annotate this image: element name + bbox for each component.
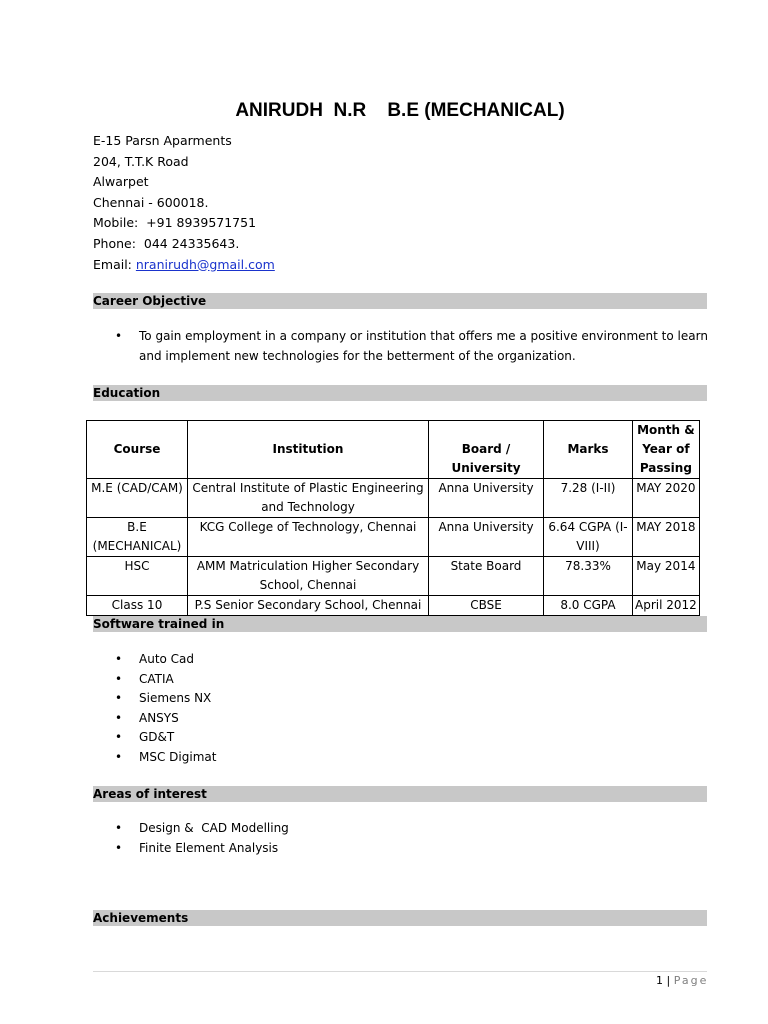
email-row xyxy=(93,255,275,276)
list-item xyxy=(93,689,216,709)
table-row xyxy=(87,596,700,616)
bullet-icon: • xyxy=(115,730,123,744)
list-item xyxy=(93,748,216,768)
cell-board: Anna University xyxy=(429,479,544,518)
page-separator: | xyxy=(663,974,674,987)
cell-institution: P.S Senior Secondary School, Chennai xyxy=(188,596,429,616)
mobile-number: Mobile: +91 8939571751 xyxy=(93,215,257,231)
cell-marks: 78.33% xyxy=(544,557,633,596)
address-line-4: Chennai - 600018. xyxy=(93,194,209,210)
bullet-icon: • xyxy=(115,821,123,835)
cell-board: CBSE xyxy=(429,596,544,616)
cell-board: State Board xyxy=(429,557,544,596)
software-list xyxy=(93,650,216,767)
bullet-icon: • xyxy=(115,329,123,343)
header-course: Course xyxy=(87,421,188,479)
cell-passing: MAY 2020 xyxy=(633,479,700,518)
footer-divider xyxy=(93,971,707,972)
list-item xyxy=(93,819,289,839)
cell-passing: May 2014 xyxy=(633,557,700,596)
cell-institution: KCG College of Technology, Chennai xyxy=(188,518,429,557)
bullet-icon: • xyxy=(115,691,123,705)
bullet-icon: • xyxy=(115,710,123,725)
software-item: MSC Digimat xyxy=(139,749,217,764)
cell-course: B.E (MECHANICAL) xyxy=(87,518,188,557)
page-word: Page xyxy=(673,974,709,987)
email-label: Email: xyxy=(93,256,136,272)
cell-course: Class 10 xyxy=(87,596,188,616)
interest-item: Finite Element Analysis xyxy=(139,840,279,855)
page-number: 1 xyxy=(656,974,663,987)
header-board: Board / University xyxy=(429,421,544,479)
interests-list xyxy=(93,819,289,858)
software-item: ANSYS xyxy=(139,710,179,725)
table-row xyxy=(87,479,700,518)
phone-number: Phone: 044 24335643. xyxy=(93,235,240,251)
section-achievements: Achievements xyxy=(93,910,707,926)
cell-board: Anna University xyxy=(429,518,544,557)
cell-marks: 7.28 (I-II) xyxy=(544,479,633,518)
list-item xyxy=(93,650,216,670)
section-education: Education xyxy=(93,385,707,401)
cell-course: HSC xyxy=(87,557,188,596)
cell-marks: 6.64 CGPA (I-VIII) xyxy=(544,518,633,557)
cell-course: M.E (CAD/CAM) xyxy=(87,479,188,518)
header-institution: Institution xyxy=(188,421,429,479)
software-item: Auto Cad xyxy=(139,652,195,666)
list-item xyxy=(93,709,216,729)
page-footer xyxy=(656,974,708,987)
software-item: Siemens NX xyxy=(139,691,212,705)
cell-institution: Central Institute of Plastic Engineering and Technology xyxy=(188,479,429,518)
email-link[interactable]: nranirudh@gmail.com xyxy=(135,256,275,272)
section-career-objective: Career Objective xyxy=(93,293,707,309)
cell-marks: 8.0 CGPA xyxy=(544,596,633,616)
section-interests: Areas of interest xyxy=(93,786,707,802)
software-item: CATIA xyxy=(139,671,174,686)
cell-institution: AMM Matriculation Higher Secondary School, Chennai xyxy=(188,557,429,596)
header-marks: Marks xyxy=(544,421,633,479)
interest-item: Design & CAD Modelling xyxy=(139,821,289,835)
section-software: Software trained in xyxy=(93,616,707,632)
address-line-3: Alwarpet xyxy=(93,174,149,190)
bullet-icon: • xyxy=(115,840,123,855)
table-header-row xyxy=(87,421,700,479)
bullet-icon: • xyxy=(115,652,123,666)
address-line-2: 204, T.T.K Road xyxy=(93,153,189,169)
resume-title: ANIRUDH N.R B.E (MECHANICAL) xyxy=(235,100,565,121)
objective-item xyxy=(115,327,709,366)
table-row xyxy=(87,518,700,557)
bullet-icon: • xyxy=(115,671,123,686)
header-passing: Month & Year of Passing xyxy=(633,421,700,479)
table-row xyxy=(87,557,700,596)
software-item: GD&T xyxy=(139,730,175,744)
contact-block xyxy=(93,131,275,275)
cell-passing: April 2012 xyxy=(633,596,700,616)
cell-passing: MAY 2018 xyxy=(633,518,700,557)
list-item xyxy=(93,670,216,690)
objective-text: To gain employment in a company or institution that offers me a positive environment to learn and implement new technologies for the betterment of the organization. xyxy=(139,329,708,363)
list-item xyxy=(93,839,289,859)
address-line-1: E-15 Parsn Aparments xyxy=(93,133,232,148)
education-table xyxy=(86,420,700,616)
bullet-icon: • xyxy=(115,749,123,764)
list-item xyxy=(93,728,216,748)
